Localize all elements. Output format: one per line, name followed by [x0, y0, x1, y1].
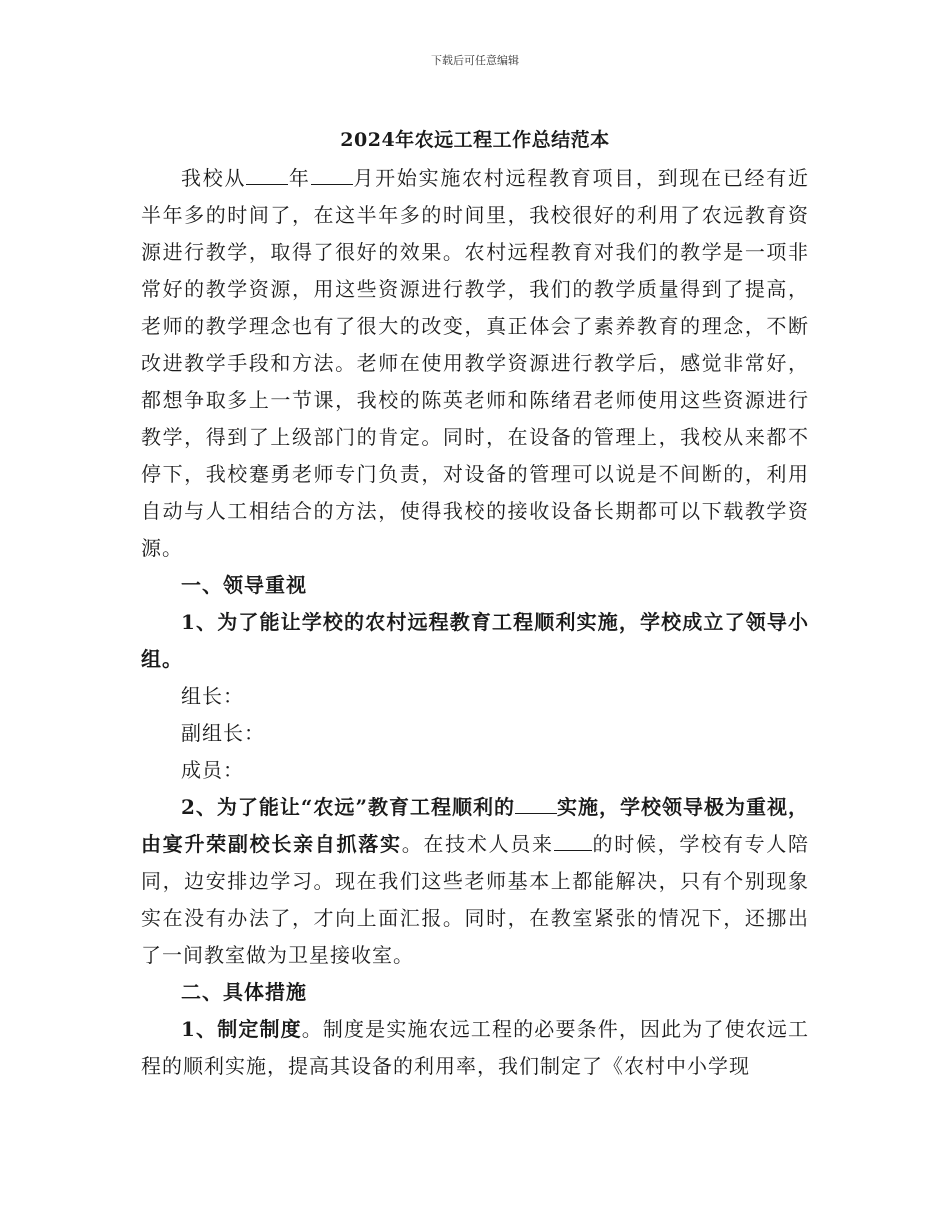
item-2-rest-b: 的时候，学校有专人陪同，边安排边学习。现在我们这些老师基本上都能解决，只有个别现象实在没有办法了，才向上面汇报。同时，在教室紧张的情况下，还挪出了一间教室做为卫星接收室。 [141, 832, 810, 967]
page-header: 下载后可任意编辑 [431, 54, 519, 67]
blank-item2-b [554, 832, 592, 851]
intro-text-year: 年 [288, 166, 311, 190]
intro-text-body: 月开始实施农村远程教育项目，到现在已经有近半年多的时间了，在这半年多的时间里，我校很好的利用了农远教育资源进行教学，取得了很好的效果。农村远程教育对我们的教学是一项非常好的教学资源，用这些资源进行教学，我们的教学质量得到了提高，老师的教学理念也有了很大的改变，真正体会了素养教育的理念，不断改进教学手段和方法。老师在使用教学资源进行教学后，感觉非常好，都想争取多上一节课，我校的陈英老师和陈绪君老师使用这些资源进行教学，得到了上级部门的肯定。同时，在设备的管理上，我校从来都不停下，我校蹇勇老师专门负责，对设备的管理可以说是不间断的，利用自动与人工相结合的方法，使得我校的接收设备长期都可以下载教学资源。 [141, 166, 810, 560]
blank-item2-a [515, 795, 557, 814]
blank-year [246, 166, 288, 185]
intro-text-pre: 我校从 [181, 166, 247, 190]
members-line: 成员： [181, 758, 244, 782]
section-2-heading: 二、具体措施 [181, 980, 307, 1004]
section-1-item-1: 1、为了能让学校的农村远程教育工程顺利实施，学校成立了领导小组。 [141, 610, 809, 671]
item-2-bold-b: 实施，学校领导极为重视，由宴升荣副校长亲自抓落实 [141, 795, 809, 856]
item-2-bold-a: 2、为了能让“农远”教育工程顺利的 [181, 795, 515, 819]
vice-leader-line: 副组长： [181, 721, 265, 745]
intro-paragraph [141, 160, 809, 567]
section-1-item-2 [141, 789, 809, 974]
section-1-heading: 一、领导重视 [181, 573, 307, 597]
document-title: 2024年农远工程工作总结范本 [340, 129, 610, 151]
item-1-rest: 。制度是实施农远工程的必要条件，因此为了使农远工程的顺利实施，提高其设备的利用率，我们制定了《农村中小学现 [141, 1017, 809, 1078]
item-1-bold: 1、制定制度 [181, 1017, 302, 1041]
document-body [141, 122, 809, 1085]
blank-month [311, 166, 353, 185]
section-2-item-1 [141, 1011, 809, 1085]
leader-line: 组长： [181, 684, 244, 708]
item-2-rest-a: 。在技术人员来 [401, 832, 554, 856]
